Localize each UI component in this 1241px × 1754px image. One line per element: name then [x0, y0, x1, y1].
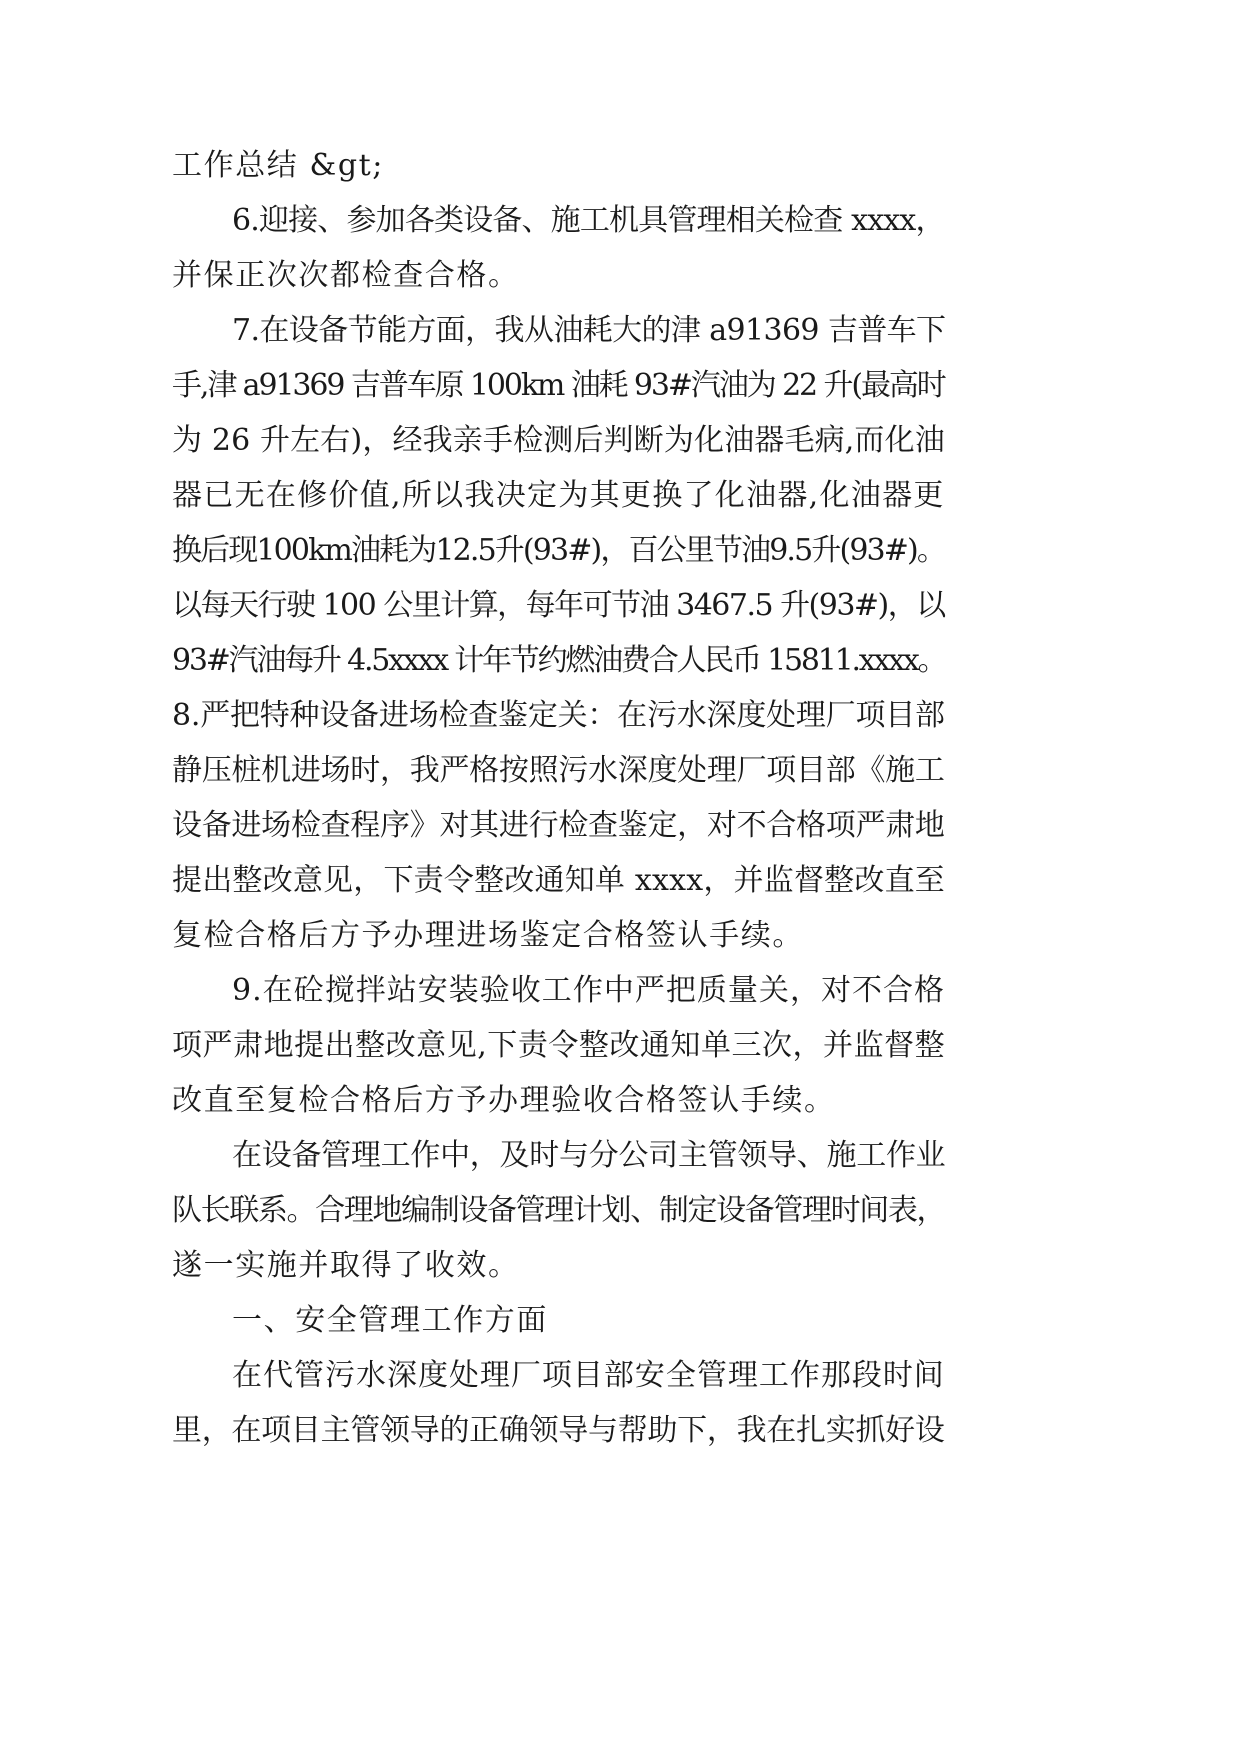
- text-line-14: 提出整改意见，下责令整改通知单 xxxx，并监督整改直至: [172, 863, 946, 898]
- text-line-21: 遂一实施并取得了收效。: [172, 1248, 520, 1283]
- text-line-2: 6.迎接、参加各类设备、施工机具管理相关检查 xxxx，: [232, 203, 945, 238]
- text-line-12: 静压桩机进场时，我严格按照污水深度处理厂项目部《施工: [172, 753, 945, 788]
- text-line-10: 93#汽油每升 4.5xxxx 计年节约燃油费合人民币 15811.xxxx。: [172, 643, 946, 678]
- text-line-6: 为 26 升左右)，经我亲手检测后判断为化油器毛病,而化油: [172, 423, 945, 458]
- section-heading: 一、安全管理工作方面: [232, 1303, 548, 1338]
- text-line-13: 设备进场检查程序》对其进行检查鉴定，对不合格项严肃地: [172, 808, 945, 843]
- text-line-23: 在代管污水深度处理厂项目部安全管理工作那段时间: [232, 1358, 945, 1393]
- text-line-19: 在设备管理工作中，及时与分公司主管领导、施工作业: [232, 1138, 946, 1173]
- text-line-3: 并保正次次都检查合格。: [172, 258, 520, 293]
- text-line-9: 以每天行驶 100 公里计算，每年可节油 3467.5 升(93#)，以: [172, 588, 945, 623]
- text-line-7: 器已无在修价值,所以我决定为其更换了化油器,化油器更: [172, 478, 945, 513]
- text-line-11: 8.严把特种设备进场检查鉴定关：在污水深度处理厂项目部: [172, 698, 945, 733]
- text-line-20: 队长联系。合理地编制设备管理计划、制定设备管理时间表，: [172, 1193, 946, 1228]
- text-line-24: 里，在项目主管领导的正确领导与帮助下，我在扎实抓好设: [172, 1413, 945, 1448]
- text-line-8: 换后现100km油耗为12.5升(93#)，百公里节油9.5升(93#)。: [172, 533, 946, 568]
- text-line-15: 复检合格后方予办理进场鉴定合格签认手续。: [172, 918, 804, 953]
- text-line-1: 工作总结 &gt;: [172, 148, 385, 183]
- text-line-16: 9.在砼搅拌站安装验收工作中严把质量关，对不合格: [232, 973, 946, 1008]
- text-line-5: 手,津 a91369 吉普车原 100km 油耗 93#汽油为 22 升(最高时: [172, 368, 945, 403]
- text-line-18: 改直至复检合格后方予办理验收合格签认手续。: [172, 1083, 836, 1118]
- text-line-4: 7.在设备节能方面，我从油耗大的津 a91369 吉普车下: [232, 313, 946, 348]
- text-line-17: 项严肃地提出整改意见,下责令整改通知单三次，并监督整: [172, 1028, 946, 1063]
